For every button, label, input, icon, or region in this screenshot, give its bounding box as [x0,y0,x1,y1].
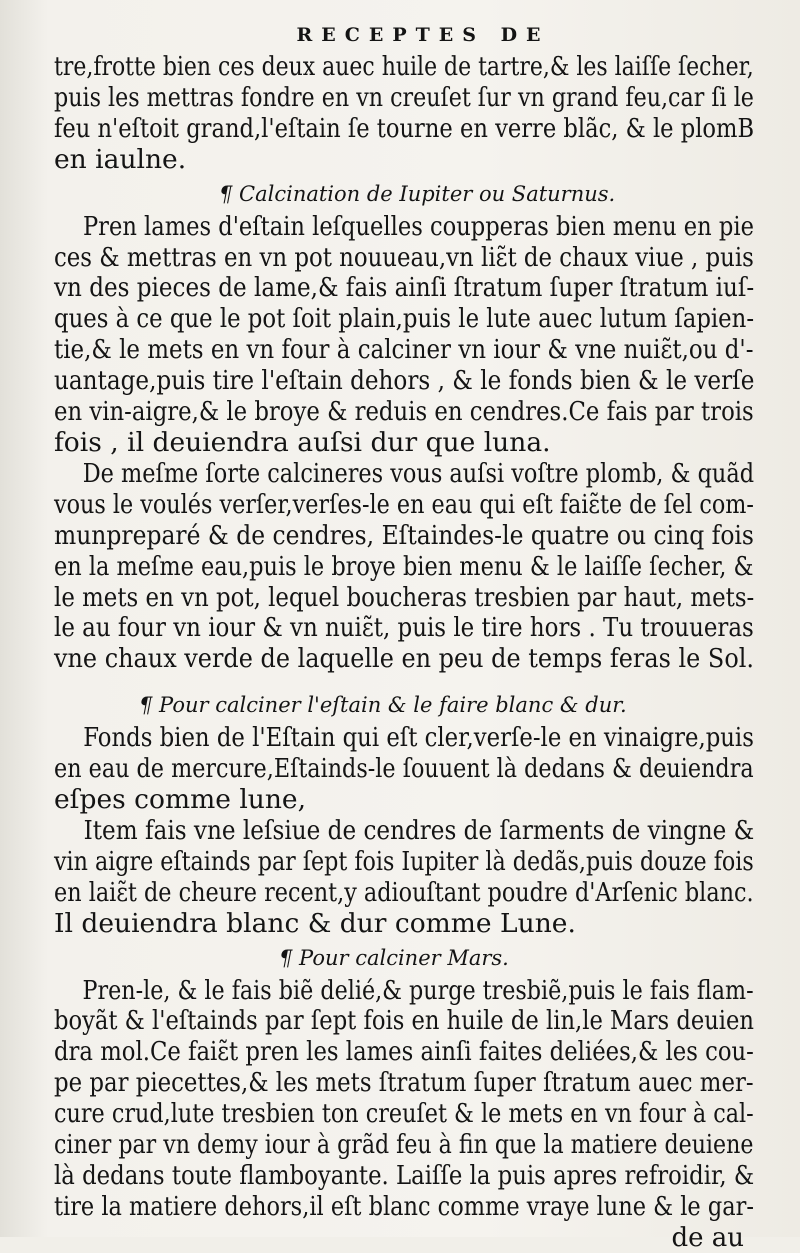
text-line: Pren lames d'eſtain leſquelles coupperas bien menu en pie [82,210,754,242]
text-line: le mets en vn pot, lequel boucheras tresbien par haut, mets- [54,581,755,613]
text-line: là dedans toute flamboyante. Laiſſe la puis apres refroidir, & [54,1160,755,1191]
text-line: vn des pieces de lame,& fais ainſi ſtratum ſuper ſtratum iuſ- [54,272,755,304]
text-line: cure crud,lute tresbien ton creuſet & le mets en vn four à cal- [54,1098,754,1130]
text-line: Fonds bien de l'Eſtain qui eſt cler,verſe-le en vinaigre,puis [83,722,754,754]
section-heading: ¶ Pour calciner Mars. [279,945,509,970]
text-line: Item fais vne leſsiue de cendres de ſarments de vingne & [83,814,755,846]
text-line: en vin-aigre,& le broye & reduis en cendres.Ce fais par trois [54,396,754,428]
text-line: en eau de mercure,Eſtainds-le ſouuent là dedans & deuiendra [54,753,754,785]
text-line: ces & mettras en vn pot nouueau,vn liɛ̃t de chaux viue , puis [54,241,754,273]
text-line: Il deuiendra blanc & dur comme Lune. [54,907,576,939]
paragraph [54,457,755,675]
text-line: uantage,puis tire l'eſtain dehors , & le fonds bien & le verſe [54,365,755,397]
text-line: tre,frotte bien ces deux auec huile de tartre,& les laiſſe ſecher, [54,51,754,82]
text-line: De meſme ſorte calcineres vous auſsi voſtre plomb, & quãd [82,457,755,489]
paragraph [54,814,755,940]
paragraph [54,723,752,816]
section-heading: ¶ Pour calciner l'eſtain & le faire blanc & dur. [139,693,627,718]
running-head: RECEPTES DE [296,24,550,46]
section-heading: ¶ Calcination de Iupiter ou Saturnus. [219,181,616,206]
text-line: en iaulne. [54,143,187,175]
text-line: eſpes comme lune, [54,784,307,816]
text-line: feu n'eſtoit grand,l'eſtain ſe tourne en verre blãc, & le plomB [54,112,755,144]
text-line: tire la matiere dehors,il eſt blanc comme vraye lune & le gar- [54,1190,754,1222]
text-line: en laiɛ̃t de cheure recent,y adiouſtant poudre d'Arſenic blanc. [54,876,754,908]
catchword: de au [671,1222,744,1253]
text-line: vin aigre eſtainds par ſept fois Iupiter là dedãs,puis douze fois [54,845,754,877]
text-line: pe par piecettes,& les mets ſtratum ſuper ſtratum auec mer- [54,1067,754,1099]
text-line: ques à ce que le pot ſoit plain,puis le lute auec lutum ſapien- [54,303,755,335]
text-line: ciner par vn demy iour à grãd feu à fin que la matiere deuiene [54,1129,754,1161]
text-line: en la meſme eau,puis le broye bien menu & le laiſſe ſecher, & [54,550,754,582]
text-line: fois , il deuiendra auſsi dur que luna. [54,426,551,458]
text-line: boyãt & l'eſtainds par ſept fois en huile de lin,le Mars deuien [54,1005,754,1037]
text-line: Pren-le, & le fais biẽ delié,& purge tresbiẽ,puis le fais flam- [82,974,754,1006]
text-line: munpreparé & de cendres, Eſtaindes-le quatre ou cinq fois [54,519,754,551]
text-line: vne chaux verde de laquelle en peu de temps feras le Sol. [54,643,755,675]
text-line: puis les mettras fondre en vn creuſet ſur vn grand feu,car ſi le [54,81,754,113]
text-line: le au four vn iour & vn nuiɛ̃t, puis le tire hors . Tu trouueras [54,612,754,644]
paragraph [54,210,755,459]
paragraph [54,974,755,1223]
text-line: vous le voulés verſer,verſes-le en eau qui eſt faiɛ̃te de ſel com- [54,488,754,520]
text-line: dra mol.Ce faiɛ̃t pren les lames ainſi faites deliées,& les cou- [54,1036,754,1068]
text-line: tie,& le mets en vn four à calciner vn iour & vne nuiɛ̃t,ou d'- [54,334,754,366]
paragraph [54,51,755,176]
